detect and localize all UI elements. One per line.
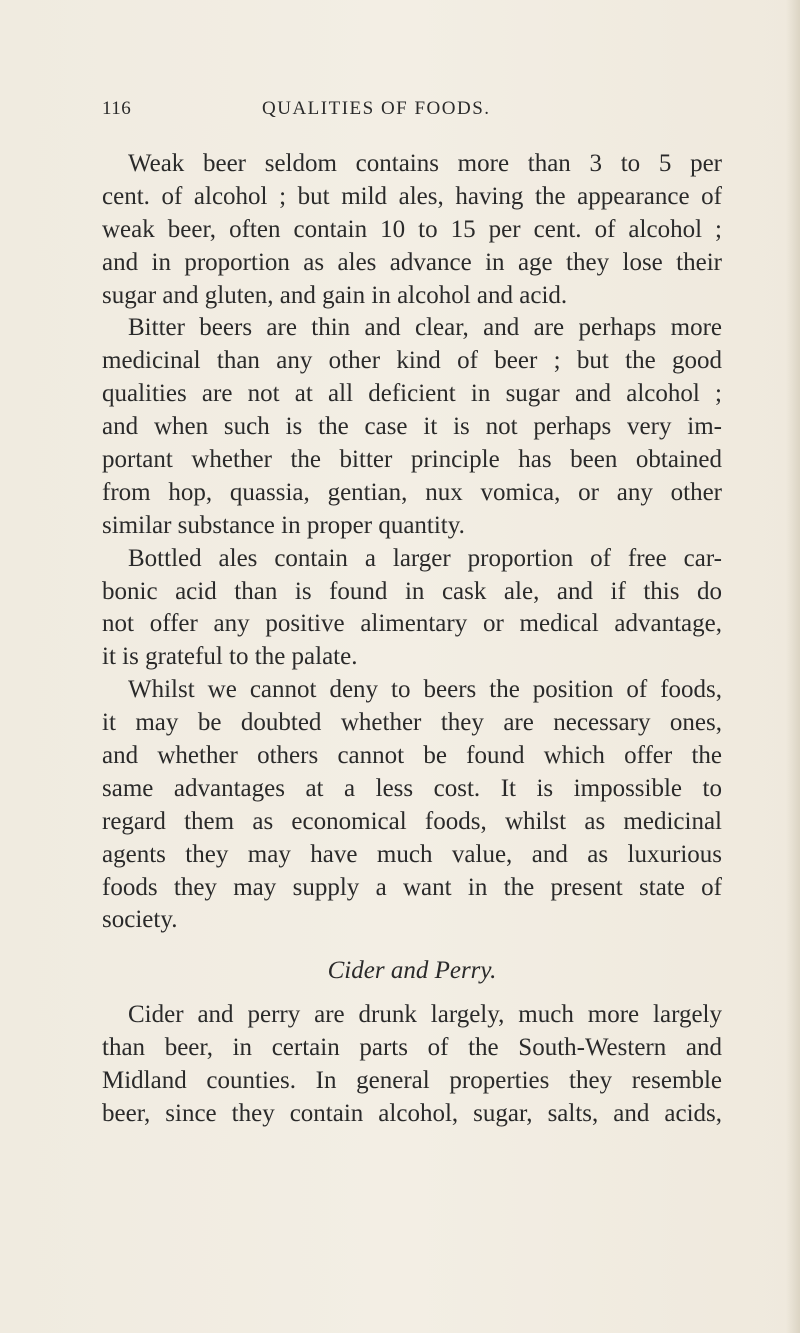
paragraph-line: from hop, quassia, gentian, nux vomica, or any other bbox=[102, 478, 722, 506]
body-text bbox=[102, 148, 722, 1131]
paragraph-line: regard them as economical foods, whilst as medicinal bbox=[102, 807, 722, 835]
paragraph-line: Whilst we cannot deny to beers the position of foods, bbox=[128, 676, 722, 704]
running-head bbox=[102, 98, 722, 128]
paragraph-line: portant whether the bitter principle has been obtained bbox=[102, 446, 722, 474]
paragraph-line: Bottled ales contain a larger proportion of free car- bbox=[128, 544, 722, 572]
paragraph-line: not offer any positive alimentary or medical advantage, bbox=[102, 610, 722, 638]
paragraph-line: agents they may have much value, and as luxurious bbox=[102, 840, 722, 868]
section-heading: Cider and Perry. bbox=[327, 957, 497, 985]
paragraph-line: beer, since they contain alcohol, sugar, salts, and acids, bbox=[102, 1100, 722, 1128]
paragraph-line: than beer, in certain parts of the South-Western and bbox=[102, 1034, 722, 1062]
paragraph-line: weak beer, often contain 10 to 15 per cent. of alcohol ; bbox=[102, 215, 722, 243]
paragraph-line: similar substance in proper quantity. bbox=[102, 511, 465, 539]
running-title: QUALITIES OF FOODS. bbox=[262, 98, 491, 119]
paragraph-line: same advantages at a less cost. It is impossible to bbox=[102, 774, 722, 802]
paragraph-line: Weak beer seldom contains more than 3 to 5 per bbox=[128, 150, 722, 177]
paragraph-line: and in proportion as ales advance in age they lose their bbox=[102, 248, 722, 276]
paragraph-line: cent. of alcohol ; but mild ales, having the appearance of bbox=[102, 182, 722, 210]
page-edge-shadow bbox=[786, 0, 800, 1333]
paragraph-line: medicinal than any other kind of beer ; but the good bbox=[102, 347, 722, 375]
paragraph-line: Midland counties. In general properties they resemble bbox=[102, 1067, 722, 1095]
paragraph-line: Bitter beers are thin and clear, and are perhaps more bbox=[128, 314, 722, 342]
paragraph-line: and when such is the case it is not perhaps very im- bbox=[102, 413, 722, 441]
page-number: 116 bbox=[102, 98, 132, 119]
paragraph-line: and whether others cannot be found which offer the bbox=[102, 742, 722, 770]
paragraph-line: it may be doubted whether they are necessary ones, bbox=[102, 709, 722, 737]
paragraph-line: foods they may supply a want in the present state of bbox=[102, 873, 722, 901]
paragraph-line: bonic acid than is found in cask ale, and if this do bbox=[102, 577, 722, 605]
paragraph-line: it is grateful to the palate. bbox=[102, 643, 358, 671]
paragraph-line: qualities are not at all deficient in sugar and alcohol ; bbox=[102, 380, 722, 408]
paragraph-line: society. bbox=[102, 906, 178, 934]
paragraph-line: Cider and perry are drunk largely, much more largely bbox=[128, 1001, 722, 1029]
paragraph-line: sugar and gluten, and gain in alcohol and acid. bbox=[102, 281, 568, 309]
